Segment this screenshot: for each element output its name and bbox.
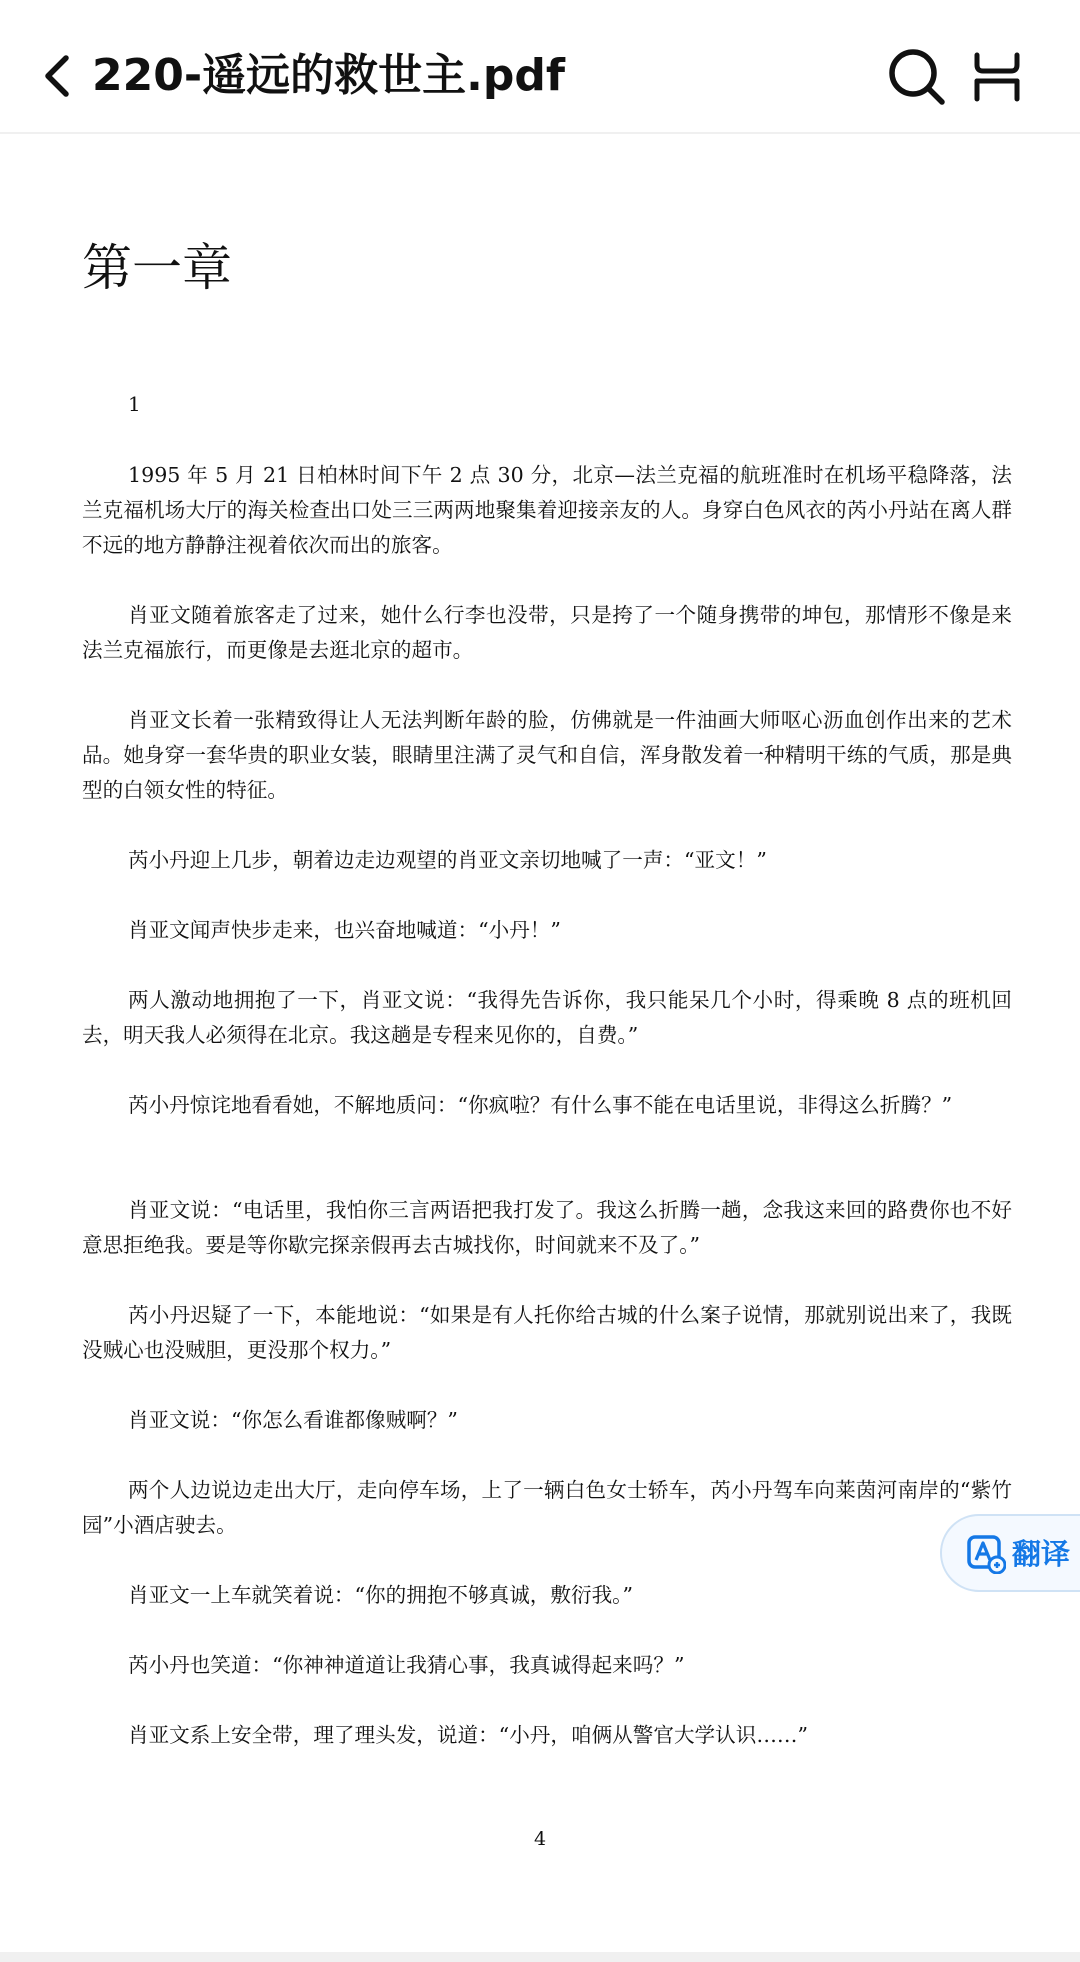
paragraph: 两个人边说边走出大厅，走向停车场，上了一辆白色女士轿车，芮小丹驾车向莱茵河南岸的“紫竹园”小酒店驶去。 (82, 1478, 1012, 1537)
paragraph: 芮小丹迎上几步，朝着边走边观望的肖亚文亲切地喊了一声：“亚文！” (128, 848, 767, 872)
back-button[interactable] (36, 44, 80, 108)
paragraph: 两人激动地拥抱了一下，肖亚文说：“我得先告诉你，我只能呆几个小时，得乘晚 8 点的班机回去，明天我人必须得在北京。我这趟是专程来见你的，自费。” (82, 988, 1012, 1047)
translate-icon (966, 1534, 1006, 1574)
translate-label: 翻译 (1012, 1537, 1071, 1571)
chapter-title: 第一章 (82, 239, 232, 297)
paragraph: 1995 年 5 月 21 日柏林时间下午 2 点 30 分，北京—法兰克福的航班准时在机场平稳降落，法兰克福机场大厅的海关检查出口处三三两两地聚集着迎接亲友的人。身穿白色风衣的芮小丹站在离人群不远的地方静静注视着依次而出的旅客。 (82, 463, 1012, 557)
top-bar (0, 0, 1080, 134)
paragraph: 肖亚文一上车就笑着说：“你的拥抱不够真诚，敷衍我。” (128, 1583, 634, 1607)
bottom-edge (0, 1952, 1080, 1962)
paragraph: 肖亚文长着一张精致得让人无法判断年龄的脸，仿佛就是一件油画大师呕心沥血创作出来的艺术品。她身穿一套华贵的职业女装，眼睛里注满了灵气和自信，浑身散发着一种精明干练的气质，那是典型的白领女性的特征。 (82, 708, 1012, 802)
paragraph: 芮小丹也笑道：“你神神道道让我猜心事，我真诚得起来吗？” (128, 1653, 685, 1677)
paragraph: 肖亚文说：“电话里，我怕你三言两语把我打发了。我这么折腾一趟，念我这来回的路费你也不好意思拒绝我。要是等你歇完探亲假再去古城找你，时间就来不及了。” (82, 1198, 1012, 1257)
translate-button[interactable] (940, 1514, 1080, 1592)
search-icon (886, 46, 948, 108)
paragraph: 肖亚文说：“你怎么看谁都像贼啊？” (128, 1408, 458, 1432)
section-number: 1 (128, 392, 141, 416)
paragraph: 肖亚文系上安全带，理了理头发，说道：“小丹，咱俩从警官大学认识……” (128, 1723, 809, 1747)
outline-menu-button[interactable] (972, 52, 1022, 102)
paragraph: 芮小丹惊诧地看看她，不解地质问：“你疯啦？有什么事不能在电话里说，非得这么折腾？” (128, 1093, 953, 1117)
outline-menu-icon (972, 52, 1022, 102)
search-button[interactable] (886, 46, 948, 108)
paragraph: 肖亚文随着旅客走了过来，她什么行李也没带，只是挎了一个随身携带的坤包，那情形不像是来法兰克福旅行，而更像是去逛北京的超市。 (82, 603, 1012, 662)
page-number: 4 (533, 1828, 547, 1850)
chevron-left-icon (36, 44, 80, 108)
document-title: 220-遥远的救世主.pdf (92, 50, 565, 101)
paragraph: 肖亚文闻声快步走来，也兴奋地喊道：“小丹！” (128, 918, 561, 942)
paragraph: 芮小丹迟疑了一下，本能地说：“如果是有人托你给古城的什么案子说情，那就别说出来了，我既没贼心也没贼胆，更没那个权力。” (82, 1303, 1012, 1362)
pdf-page[interactable] (0, 134, 1080, 1952)
